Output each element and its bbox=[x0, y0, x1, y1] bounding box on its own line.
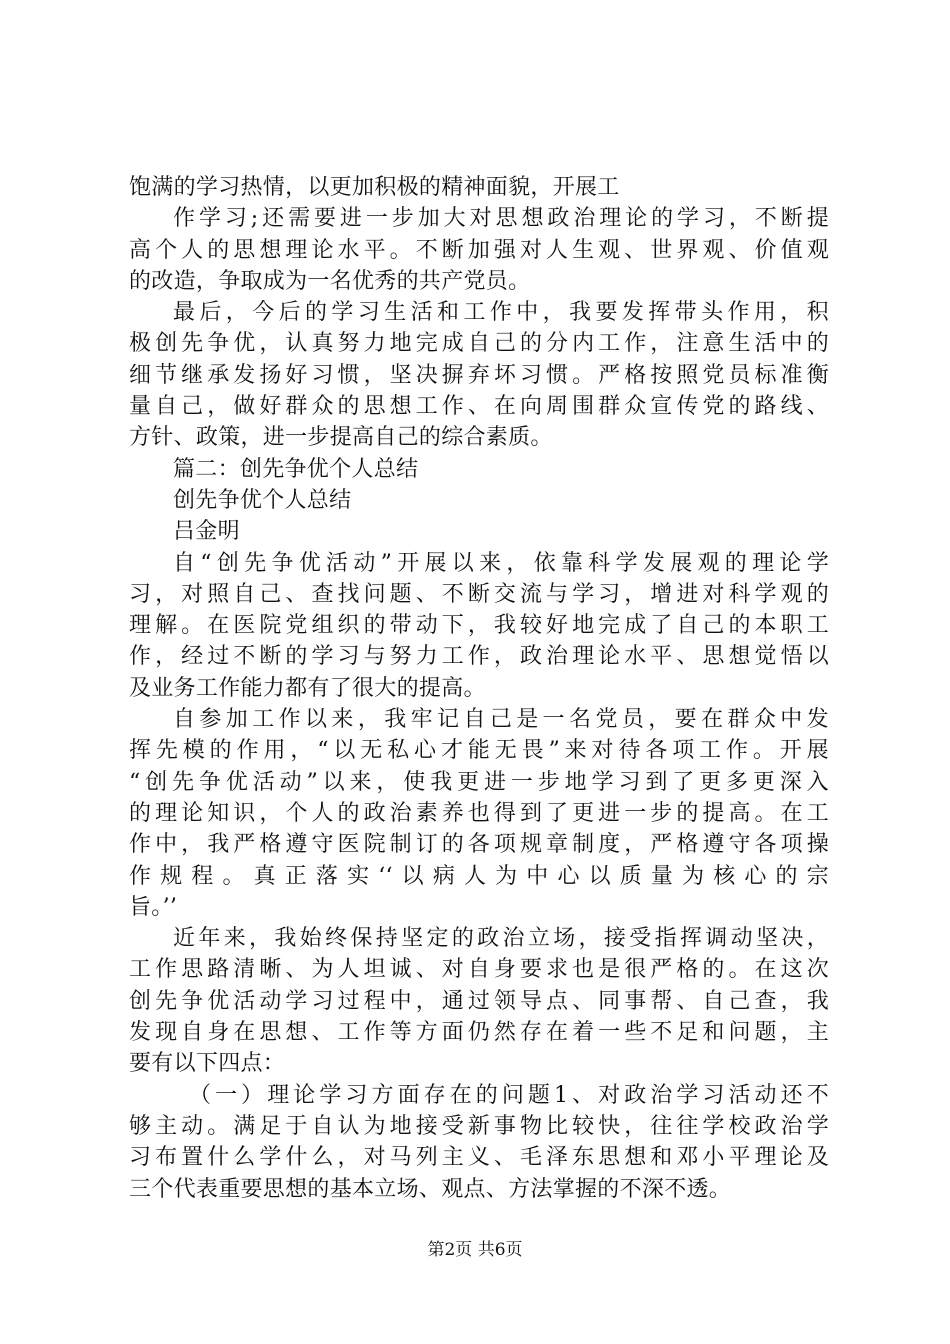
text-line: 创先争优活动学习过程中，通过领导点、同事帮、自己查，我 bbox=[129, 988, 829, 1014]
text-line: 作学习;还需要进一步加大对思想政治理论的学习，不断提 bbox=[173, 206, 829, 232]
text-line: 吕金明 bbox=[173, 519, 240, 545]
text-line: “创先争优活动”以来，使我更进一步地学习到了更多更深入 bbox=[129, 769, 829, 795]
document-body bbox=[129, 172, 829, 1205]
text-line: 篇二：创先争优个人总结 bbox=[173, 456, 419, 482]
page-number-footer: 第2页 共6页 bbox=[427, 1240, 523, 1260]
text-line: 自“创先争优活动”开展以来，依靠科学发展观的理论学 bbox=[173, 550, 829, 576]
text-line: 挥先模的作用，“以无私心才能无畏”来对待各项工作。开展 bbox=[129, 738, 829, 764]
text-line: 高个人的思想理论水平。不断加强对人生观、世界观、价值观 bbox=[129, 237, 829, 263]
text-line: 的改造，争取成为一名优秀的共产党员。 bbox=[129, 268, 531, 294]
text-line: 及业务工作能力都有了很大的提高。 bbox=[129, 675, 486, 701]
text-line: 细节继承发扬好习惯，坚决摒弃坏习惯。严格按照党员标准衡 bbox=[129, 362, 829, 388]
text-line: （一）理论学习方面存在的问题1、对政治学习活动还不 bbox=[189, 1082, 829, 1108]
text-line: 近年来，我始终保持坚定的政治立场，接受指挥调动坚决， bbox=[173, 926, 829, 952]
text-line: 发现自身在思想、工作等方面仍然存在着一些不足和问题，主 bbox=[129, 1020, 829, 1046]
text-line: 自参加工作以来，我牢记自己是一名党员，要在群众中发 bbox=[173, 707, 829, 733]
text-line: 旨。’’ bbox=[129, 894, 178, 920]
text-line: 作规程。真正落实‘‘以病人为中心以质量为核心的宗 bbox=[129, 863, 829, 889]
text-line: 极创先争优，认真努力地完成自己的分内工作，注意生活中的 bbox=[129, 331, 829, 357]
text-line: 习，对照自己、查找问题、不断交流与学习，增进对科学观的 bbox=[129, 581, 829, 607]
text-line: 量自己，做好群众的思想工作、在向周围群众宣传党的路线、 bbox=[129, 394, 829, 420]
text-line: 的理论知识，个人的政治素养也得到了更进一步的提高。在工 bbox=[129, 800, 829, 826]
text-line: 最后，今后的学习生活和工作中，我要发挥带头作用，积 bbox=[173, 300, 829, 326]
text-line: 工作思路清晰、为人坦诚、对自身要求也是很严格的。在这次 bbox=[129, 957, 829, 983]
text-line: 创先争优个人总结 bbox=[173, 487, 352, 513]
text-line: 够主动。满足于自认为地接受新事物比较快，往往学校政治学 bbox=[129, 1113, 829, 1139]
text-line: 习布置什么学什么，对马列主义、毛泽东思想和邓小平理论及 bbox=[129, 1145, 829, 1171]
text-line: 理解。在医院党组织的带动下，我较好地完成了自己的本职工 bbox=[129, 613, 829, 639]
text-line: 三个代表重要思想的基本立场、观点、方法掌握的不深不透。 bbox=[129, 1176, 732, 1202]
text-line: 作，经过不断的学习与努力工作，政治理论水平、思想觉悟以 bbox=[129, 644, 829, 670]
text-line: 方针、政策，进一步提高自己的综合素质。 bbox=[129, 425, 553, 451]
text-line: 饱满的学习热情，以更加积极的精神面貌，开展工 bbox=[129, 175, 620, 200]
text-line: 要有以下四点： bbox=[129, 1051, 286, 1077]
text-line: 作中，我严格遵守医院制订的各项规章制度，严格遵守各项操 bbox=[129, 832, 829, 858]
